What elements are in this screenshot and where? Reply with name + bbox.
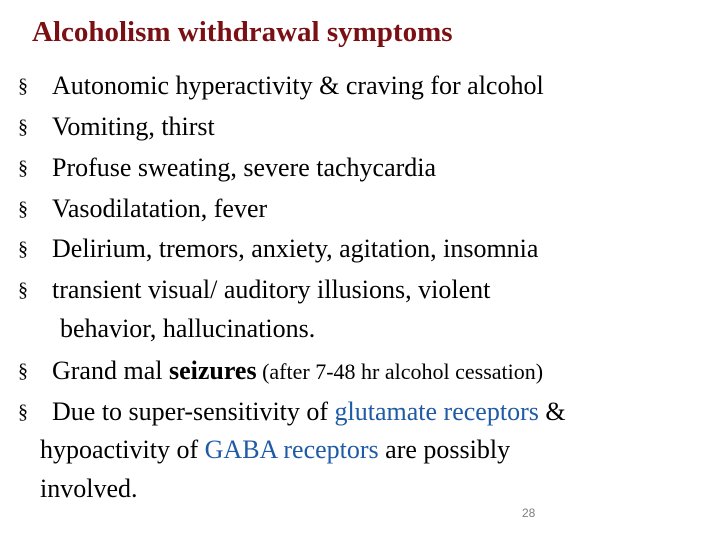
bullet-marker-icon: § xyxy=(18,360,28,382)
bullet-item-5 xyxy=(18,234,538,264)
continuation-suffix: are possibly xyxy=(378,435,511,464)
bullet-marker-icon: § xyxy=(18,279,28,301)
bullet-item-4 xyxy=(18,194,267,224)
continuation-prefix: hypoactivity of xyxy=(40,435,205,464)
bullet-text xyxy=(52,356,543,387)
bullet-text: Autonomic hyperactivity & craving for alcohol xyxy=(52,71,544,100)
slide-title: Alcoholism withdrawal symptoms xyxy=(32,16,453,48)
highlight-term: glutamate receptors xyxy=(334,397,539,426)
bullet-text xyxy=(52,397,566,427)
bullet-item-7 xyxy=(18,356,543,387)
bullet-item-6 xyxy=(18,275,490,305)
bullet-marker-icon: § xyxy=(18,75,28,97)
bullet-text: Profuse sweating, severe tachycardia xyxy=(52,153,437,182)
bullet-item-2 xyxy=(18,112,215,142)
bullet-text: Vasodilatation, fever xyxy=(52,194,268,223)
bullet-mid: & xyxy=(538,397,566,426)
bullet-marker-icon: § xyxy=(18,401,28,423)
bullet-continuation: behavior, hallucinations. xyxy=(60,314,316,343)
bullet-continuation xyxy=(40,435,510,465)
bullet-item-1 xyxy=(18,71,544,101)
highlight-term: GABA receptors xyxy=(204,435,379,464)
bullet-prefix: Grand mal xyxy=(52,356,169,385)
bullet-text: Delirium, tremors, anxiety, agitation, insomnia xyxy=(52,234,539,263)
bullet-marker-icon: § xyxy=(18,157,28,179)
bullet-marker-icon: § xyxy=(18,238,28,260)
bullet-continuation: involved. xyxy=(40,474,138,503)
page-number: 28 xyxy=(522,506,536,520)
bullet-note: (after 7-48 hr alcohol cessation) xyxy=(256,359,544,384)
bullet-marker-icon: § xyxy=(18,198,28,220)
bullet-item-8 xyxy=(18,397,566,427)
bold-term: seizures xyxy=(168,356,257,385)
bullet-item-3 xyxy=(18,153,436,183)
bullet-text: Vomiting, thirst xyxy=(52,112,215,141)
bullet-marker-icon: § xyxy=(18,116,28,138)
bullet-prefix: Due to super-sensitivity of xyxy=(52,397,335,426)
bullet-text: transient visual/ auditory illusions, violent xyxy=(52,275,491,304)
